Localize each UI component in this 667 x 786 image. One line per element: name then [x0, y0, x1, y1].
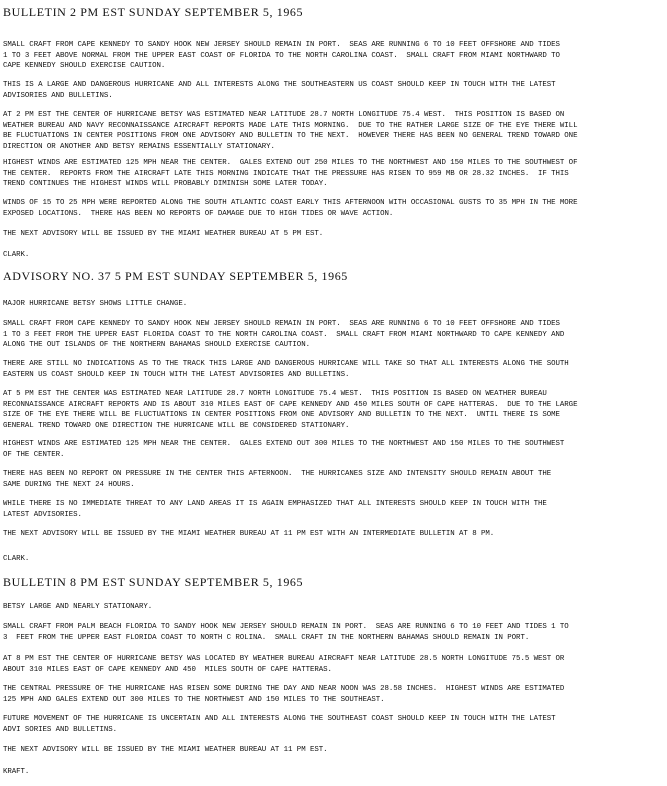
advisory-37-heading: ADVISORY NO. 37 5 PM EST SUNDAY SEPTEMBER 5, 1965 — [3, 269, 348, 283]
advisory-37-paragraph-pressure: THERE HAS BEEN NO REPORT ON PRESSURE IN THE CENTER THIS AFTERNOON. THE HURRICANES SIZE AND INTENSITY SHOULD REMAIN ABOUT THE SAME DURING THE NEXT 24 HOURS. — [3, 470, 552, 489]
bulletin-8pm-paragraph-position: AT 8 PM EST THE CENTER OF HURRICANE BETSY WAS LOCATED BY WEATHER BUREAU AIRCRAFT NEAR LATITUDE 28.5 NORTH LONGITUDE 75.5 WEST OR ABOUT 310 MILES EAST OF CAPE KENNEDY AND 450 MILES SOUTH OF CAPE HATTERAS. — [3, 655, 565, 674]
advisory-37-paragraph-threat: WHILE THERE IS NO IMMEDIATE THREAT TO ANY LAND AREAS IT IS AGAIN EMPHASIZED THAT ALL INTERESTS SHOULD KEEP IN TOUCH WITH THE LATEST ADVISORIES. — [3, 500, 547, 519]
bulletin-8pm-paragraph-small-craft: SMALL CRAFT FROM PALM BEACH FLORIDA TO SANDY HOOK NEW JERSEY SHOULD REMAIN IN PORT. SEAS ARE RUNNING 6 TO 10 FEET AND TIDES 1 TO 3 FEET FROM THE UPPER EAST FLORIDA COAST TO NORTH C ROLINA. SMALL CRAFT IN THE NORTHERN BAHAMAS SHOULD REMAIN IN PORT. — [3, 623, 569, 642]
bulletin-8pm-paragraph-next-advisory: THE NEXT ADVISORY WILL BE ISSUED BY THE MIAMI WEATHER BUREAU AT 11 PM EST. — [3, 746, 328, 754]
bulletin-8pm-paragraph-pressure: THE CENTRAL PRESSURE OF THE HURRICANE HAS RISEN SOME DURING THE DAY AND NEAR NOON WAS 28.58 INCHES. HIGHEST WINDS ARE ESTIMATED 125 MPH AND GALES EXTEND OUT 300 MILES TO THE NORTHWEST AND 150 MILES TO THE SOUTHEAST. — [3, 685, 565, 704]
bulletin-2pm-paragraph-winds: HIGHEST WINDS ARE ESTIMATED 125 MPH NEAR THE CENTER. GALES EXTEND OUT 250 MILES TO THE NORTHWEST AND 150 MILES TO THE SOUTHWEST OF THE CENTER. REPORTS FROM THE AIRCRAFT LATE THIS MORNING INDICATE THAT THE PRESSURE HAS RISEN TO 959 MB OR 28.32 INCHES. IF THIS TREND CONTINUES THE HIGHEST WINDS WILL PROBABLY DIMINISH SOME LATER TODAY. — [3, 159, 578, 189]
advisory-37-paragraph-summary: MAJOR HURRICANE BETSY SHOWS LITTLE CHANGE. — [3, 300, 188, 308]
advisory-37-paragraph-small-craft: SMALL CRAFT FROM CAPE KENNEDY TO SANDY HOOK NEW JERSEY SHOULD REMAIN IN PORT. SEAS ARE RUNNING 6 TO 10 FEET OFFSHORE AND TIDES 1 TO 3 FEET FROM THE UPPER EAST FLORIDA COAST TO THE NORTH CAROLINA COAST. SMALL CRAFT FROM MIAMI NORTHWARD TO CAPE KENNEDY AND ALONG THE OUT ISLANDS OF THE NORTHERN BAHAMAS SHOULD EXERCISE CAUTION. — [3, 320, 565, 350]
bulletin-2pm-paragraph-small-craft: SMALL CRAFT FROM CAPE KENNEDY TO SANDY HOOK NEW JERSEY SHOULD REMAIN IN PORT. SEAS ARE RUNNING 6 TO 10 FEET OFFSHORE AND TIDES 1 TO 3 FEET ABOVE NORMAL FROM THE UPPER EAST COAST OF FLORIDA TO THE NORTH CAROLINA COAST. SMALL CRAFT FROM MIAMI NORTHWARD TO CAPE KENNEDY SHOULD EXERCISE CAUTION. — [3, 41, 560, 71]
bulletin-2pm-paragraph-position: AT 2 PM EST THE CENTER OF HURRICANE BETSY WAS ESTIMATED NEAR LATITUDE 28.7 NORTH LONGITUDE 75.4 WEST. THIS POSITION IS BASED ON WEATHER BUREAU AND NAVY RECONNAISSANCE AIRCRAFT REPORTS MADE LATE THIS MORNING. DUE TO THE RATHER LARGE SIZE OF THE EYE THERE WILL BE FLUCTUATIONS IN CENTER POSITIONS FROM ONE ADVISORY AND BULLETIN TO THE NEXT. HOWEVER THERE HAS BEEN NO GENERAL TREND TOWARD ONE DIRECTION OR ANOTHER AND BETSY REMAINS ESSENTIALLY STATIONARY. — [3, 111, 578, 151]
bulletin-2pm-paragraph-interests: THIS IS A LARGE AND DANGEROUS HURRICANE AND ALL INTERESTS ALONG THE SOUTHEASTERN US COAST SHOULD KEEP IN TOUCH WITH THE LATEST ADVISORIES AND BULLETINS. — [3, 81, 556, 100]
advisory-37-paragraph-track: THERE ARE STILL NO INDICATIONS AS TO THE TRACK THIS LARGE AND DANGEROUS HURRICANE WILL TAKE SO THAT ALL INTERESTS ALONG THE SOUTH EASTERN US COAST SHOULD KEEP IN TOUCH WITH THE LATEST ADVISORIES AND BULLETINS. — [3, 360, 569, 379]
bulletin-8pm-paragraph-summary: BETSY LARGE AND NEARLY STATIONARY. — [3, 603, 153, 611]
bulletin-2pm-paragraph-coastal-winds: WINDS OF 15 TO 25 MPH WERE REPORTED ALONG THE SOUTH ATLANTIC COAST EARLY THIS AFTERNOON WITH OCCASIONAL GUSTS TO 35 MPH IN THE MORE EXPOSED LOCATIONS. THERE HAS BEEN NO REPORTS OF DAMAGE DUE TO HIGH TIDES OR WAVE ACTION. — [3, 199, 578, 218]
advisory-37-paragraph-position: AT 5 PM EST THE CENTER WAS ESTIMATED NEAR LATITUDE 28.7 NORTH LONGITUDE 75.4 WEST. THIS POSITION IS BASED ON WEATHER BUREAU RECONNAISSANCE AIRCRAFT REPORTS AND IS ABOUT 310 MILES EAST OF CAPE KENNEDY AND 450 MILES SOUTH OF CAPE HATTERAS. DUE TO THE LARGE SIZE OF THE EYE THERE WILL BE FLUCTUATIONS IN CENTER POSITIONS FROM ONE ADVISORY AND BULLETIN TO THE NEXT. UNTIL THERE IS SOME GENERAL TREND TOWARD ONE DIRECTION THE HURRICANE WILL BE CONSIDERED STATIONARY. — [3, 390, 578, 430]
bulletin-2pm-signature: CLARK. — [3, 251, 30, 259]
advisory-37-paragraph-winds: HIGHEST WINDS ARE ESTIMATED 125 MPH NEAR THE CENTER. GALES EXTEND OUT 300 MILES TO THE NORTHWEST AND 150 MILES TO THE SOUTHWEST OF THE CENTER. — [3, 440, 565, 459]
bulletin-2pm-heading: BULLETIN 2 PM EST SUNDAY SEPTEMBER 5, 1965 — [3, 5, 304, 19]
advisory-37-signature: CLARK. — [3, 555, 30, 563]
bulletin-8pm-paragraph-future-movement: FUTURE MOVEMENT OF THE HURRICANE IS UNCERTAIN AND ALL INTERESTS ALONG THE SOUTHEAST COAST SHOULD KEEP IN TOUCH WITH THE LATEST ADVI SORIES AND BULLETINS. — [3, 715, 556, 734]
bulletin-8pm-heading: BULLETIN 8 PM EST SUNDAY SEPTEMBER 5, 1965 — [3, 575, 304, 589]
advisory-37-paragraph-next-advisory: THE NEXT ADVISORY WILL BE ISSUED BY THE MIAMI WEATHER BUREAU AT 11 PM EST WITH AN INTERMEDIATE BULLETIN AT 8 PM. — [3, 530, 495, 538]
bulletin-2pm-paragraph-next-advisory: THE NEXT ADVISORY WILL BE ISSUED BY THE MIAMI WEATHER BUREAU AT 5 PM EST. — [3, 230, 324, 238]
bulletin-8pm-signature: KRAFT. — [3, 768, 30, 776]
